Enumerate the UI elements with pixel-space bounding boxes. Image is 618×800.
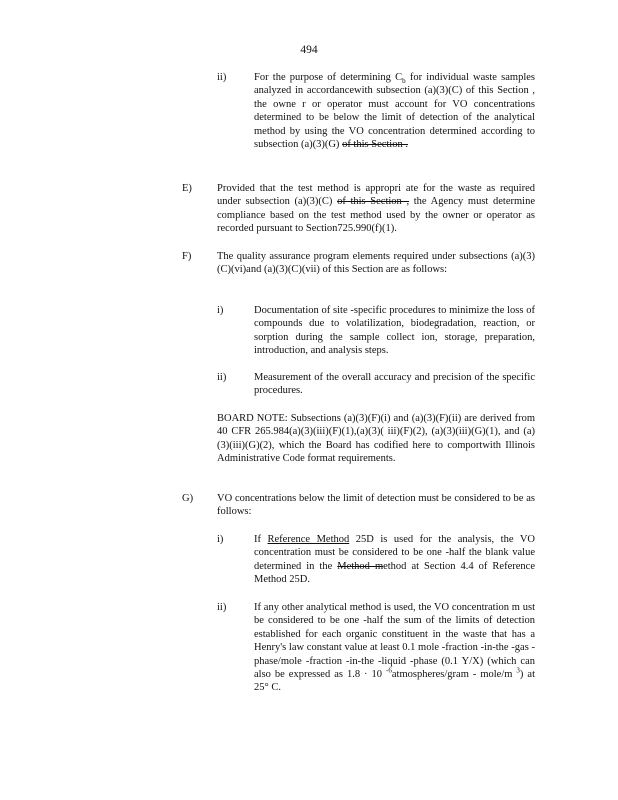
item-F-text: The quality assurance program elements required under subsections (a)(3)(C)(vi)and (a)(3)(C)(vii) of this Section are as follows: — [217, 251, 535, 276]
item-label-F-ii: ii) — [217, 372, 227, 383]
item-label-E: E) — [182, 183, 192, 194]
item-label-F: F) — [182, 251, 192, 262]
underlined-text: Reference Method — [267, 534, 350, 545]
item-G-ii-text: If any other analytical method is used, the VO concentration m ust be considered to be one -half the sum of the limits of detection established for each organic constituent in the waste that has a Henry's law constant value at least 0.1 mole -fraction -in-the -gas -phase/mole -fraction -in-the -liquid -phase (0.1 Y/X) (which can also be expressed as 1.8 · 10 $^{-6}$atmospheres/gram - mole/m $^3$) at 25° C. — [254, 602, 535, 694]
item-G-text: VO concentrations below the limit of detection must be considered to be as follows: — [217, 493, 535, 518]
item-label-G-i: i) — [217, 534, 224, 545]
item-F-i-text: Documentation of site -specific procedures to minimize the loss of compounds due to volatilization, biodegradation, reaction, or sorption during the sample collect ion, storage, preparation, introduction, and analysis steps. — [254, 305, 535, 357]
item-E-text: Provided that the test method is appropri ate for the waste as required under subsection (a)(3)(C) of this Section , the Agency must determine compliance based on the test method used by the owner or operator as recorded pursuant to Section725.990(f)(1). — [217, 183, 535, 235]
page-number: 494 — [300, 44, 318, 56]
struck-text: of this Section , — [337, 196, 410, 208]
item-label-ii: ii) — [217, 72, 227, 83]
struck-text: Method m — [337, 560, 384, 572]
item-ii-text: For the purpose of determining $C_b$ for individual waste samples analyzed in accordancewith subsection (a)(3)(C) of this Section , the owne r or operator must account for VO concentrations determined to be below the limit of detection of the analytical method by using the VO concentration determined according to subsection (a)(3)(G) of this Section . — [254, 72, 535, 151]
board-note: BOARD NOTE: Subsections (a)(3)(F)(i) and (a)(3)(F)(ii) are derived from 40 CFR 265.984(a)(3)(iii)(F)(1),(a)(3)( iii)(F)(2), (a)(3)(iii)(G)(1), and (a)(3)(iii)(G)(2), which the Board has codified here to comportwith Illinois Administrative Code format requirements. — [217, 413, 535, 465]
item-F-ii-text: Measurement of the overall accuracy and precision of the specific procedures. — [254, 372, 535, 397]
item-label-F-i: i) — [217, 305, 224, 316]
item-label-G-ii: ii) — [217, 602, 227, 613]
struck-text: of this Section . — [342, 139, 408, 151]
item-G-i-text: If Reference Method 25D is used for the analysis, the VO concentration must be considered to be one -half the blank value determined in the Method method at Section 4.4 of Reference Method 25D. — [254, 534, 535, 586]
item-label-G: G) — [182, 493, 194, 504]
